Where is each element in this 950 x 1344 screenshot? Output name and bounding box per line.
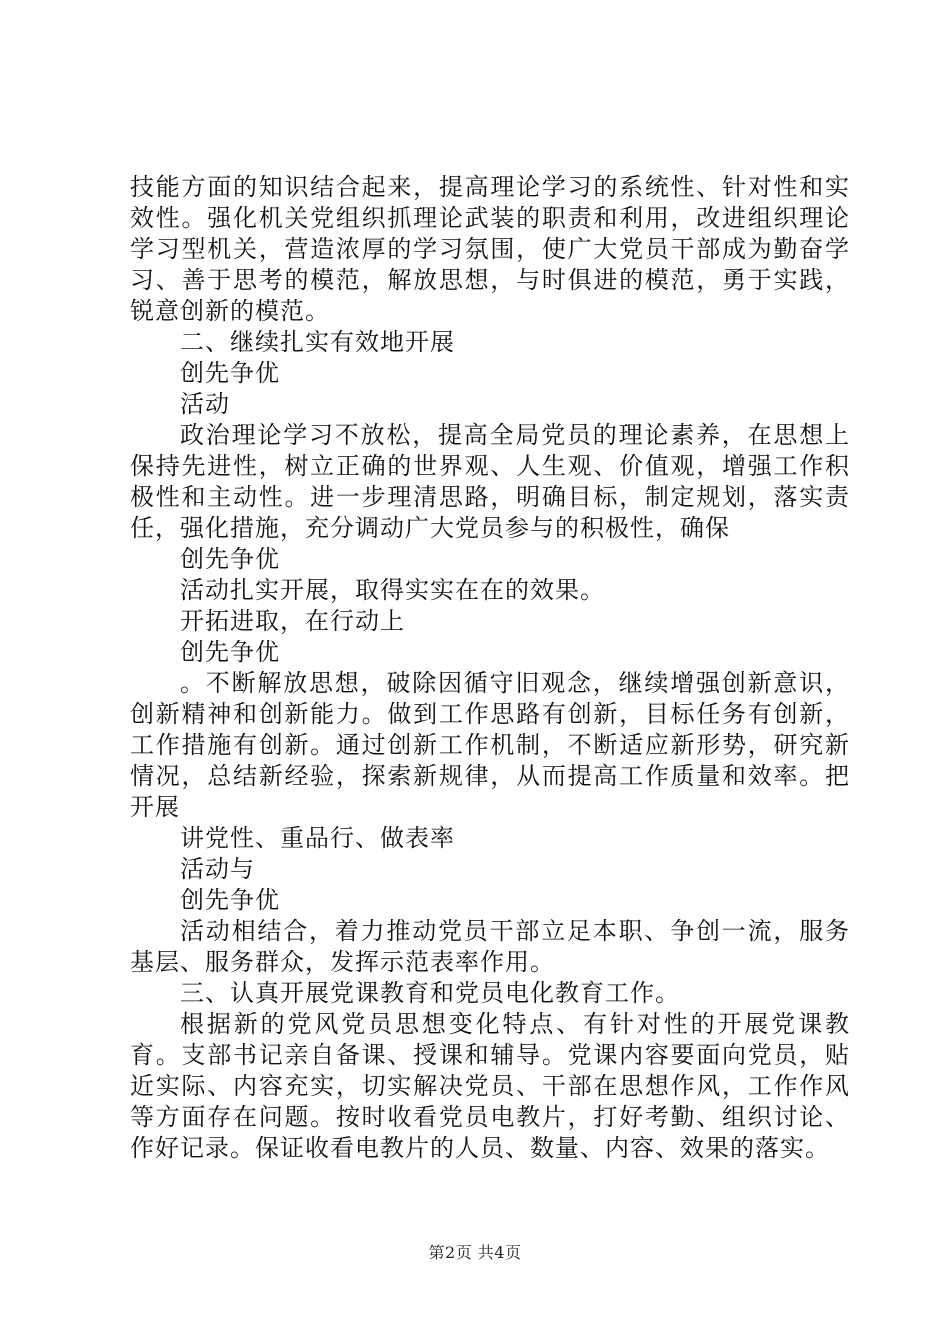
paragraph-2: 创先争优 xyxy=(180,359,280,387)
paragraph-13: 活动相结合，着力推动党员干部立足本职、争创一流，服务基层、服务群众，发挥示范表率作用。 xyxy=(130,917,850,976)
paragraph-6: 活动扎实开展，取得实实在在的效果。 xyxy=(180,576,605,604)
paragraph-7: 开拓进取，在行动上 xyxy=(180,607,405,635)
page-number-footer: 第2页 共4页 xyxy=(428,1243,522,1262)
paragraph-5: 创先争优 xyxy=(180,545,280,573)
paragraph-9: 。不断解放思想，破除因循守旧观念，继续增强创新意识，创新精神和创新能力。做到工作思路有创新，目标任务有创新，工作措施有创新。通过创新工作机制，不断适应新形势，研究新情况，总结新经验，探索新规律，从而提高工作质量和效率。把开展 xyxy=(130,669,850,821)
paragraph-4: 政治理论学习不放松，提高全局党员的理论素养，在思想上保持先进性，树立正确的世界观、人生观、价值观，增强工作积极性和主动性。进一步理清思路，明确目标，制定规划，落实责任，强化措施，充分调动广大党员参与的积极性，确保 xyxy=(130,421,850,542)
paragraph-11: 活动与 xyxy=(180,855,255,883)
paragraph-3: 活动 xyxy=(180,390,230,418)
paragraph-15: 根据新的党风党员思想变化特点、有针对性的开展党课教育。支部书记亲自备课、授课和辅导。党课内容要面向党员，贴近实际、内容充实，切实解决党员、干部在思想作风，工作作风等方面存在问题。按时收看党员电教片，打好考勤、组织讨论、作好记录。保证收看电教片的人员、数量、内容、效果的落实。 xyxy=(130,1010,850,1162)
paragraph-0: 技能方面的知识结合起来，提高理论学习的系统性、针对性和实效性。强化机关党组织抓理论武装的职责和利用，改进组织理论学习型机关，营造浓厚的学习氛围，使广大党员干部成为勤奋学习、善于思考的模范，解放思想，与时俱进的模范，勇于实践，锐意创新的模范。 xyxy=(130,173,850,325)
paragraph-1: 二、继续扎实有效地开展 xyxy=(180,328,455,356)
paragraph-14: 三、认真开展党课教育和党员电化教育工作。 xyxy=(180,979,680,1007)
paragraph-8: 创先争优 xyxy=(180,638,280,666)
document-body xyxy=(130,172,850,1164)
paragraph-12: 创先争优 xyxy=(180,886,280,914)
paragraph-10: 讲党性、重品行、做表率 xyxy=(180,824,455,852)
